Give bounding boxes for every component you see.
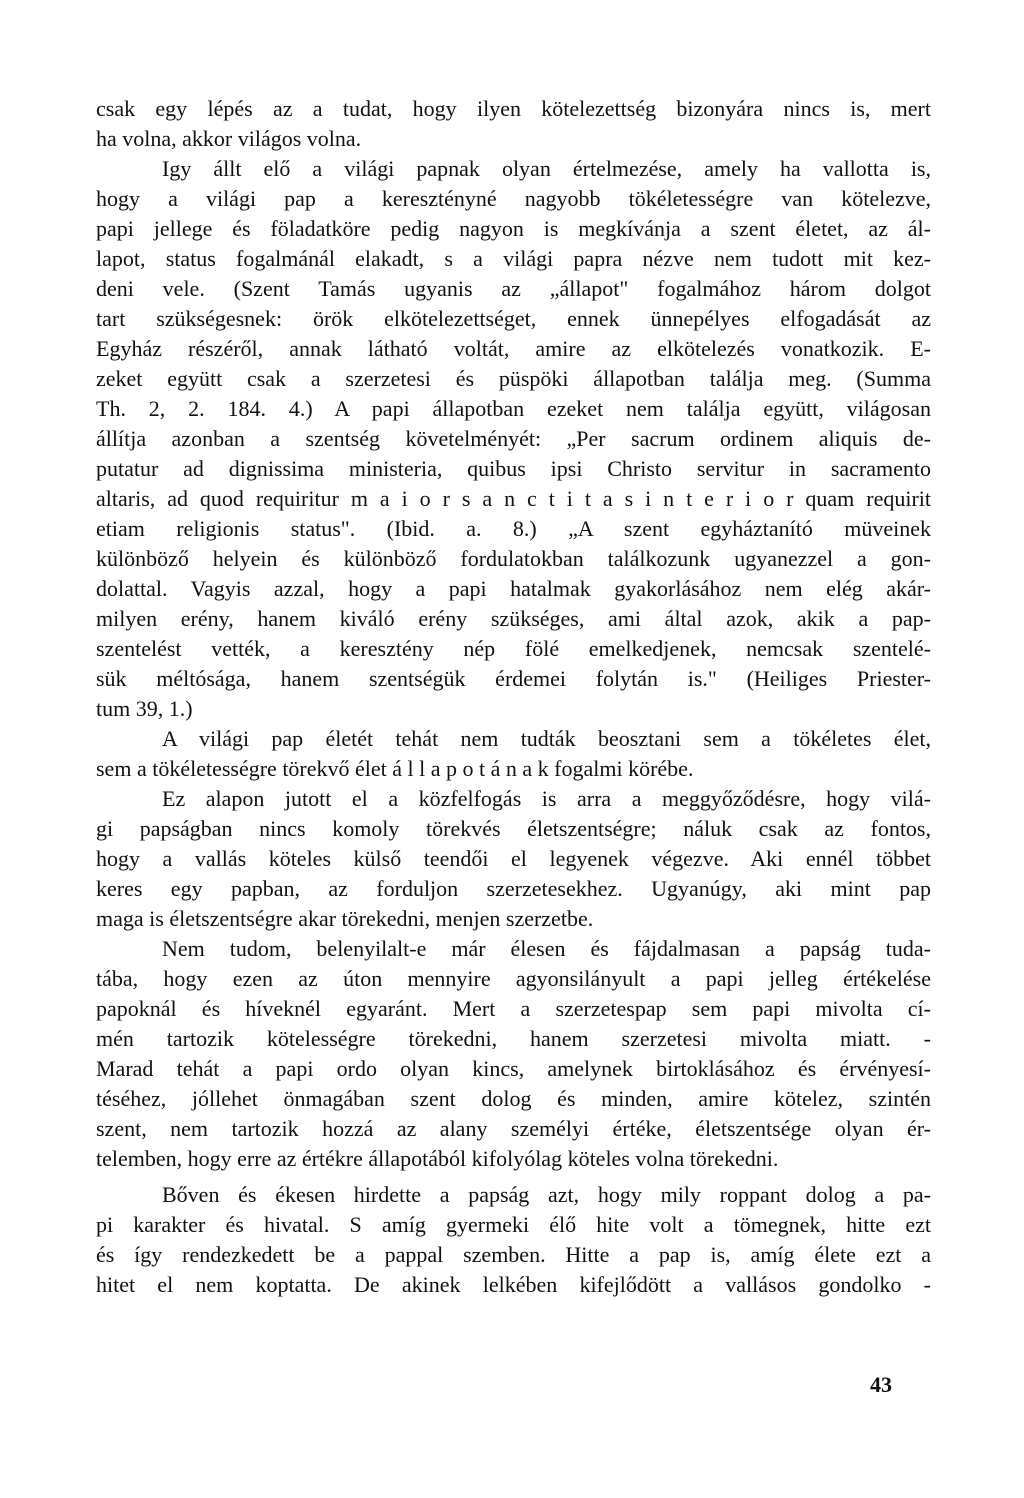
text-line: lapot, status fogalmánál elakadt, s a világi papra nézve nem tudott mit kez-: [96, 246, 931, 271]
text-line: tába, hogy ezen az úton mennyire agyonsilányult a papi jelleg értékelése: [96, 966, 931, 991]
text-line: és így rendezkedett be a pappal szemben. Hitte a pap is, amíg élete ezt a: [96, 1242, 931, 1267]
paragraph: [96, 784, 931, 934]
text-line: putatur ad dignissima ministeria, quibus ipsi Christo servitur in sacramento: [96, 456, 931, 481]
text-line: téséhez, jóllehet önmagában szent dolog és minden, amire kötelez, szintén: [96, 1086, 931, 1111]
text-line: maga is életszentségre akar törekedni, menjen szerzetbe.: [96, 906, 594, 931]
text-line: gi papságban nincs komoly törekvés életszentségre; náluk csak az fontos,: [96, 816, 931, 841]
text-line: Egyház részéről, annak látható voltát, amire az elkötelezés vonatkozik. E-: [96, 336, 931, 361]
text-line: papoknál és híveknél egyaránt. Mert a szerzetespap sem papi mivolta cí-: [96, 996, 931, 1021]
text-line: hogy a világi pap a keresztényné nagyobb tökéletességre van kötelezve,: [96, 186, 931, 211]
text-line: pi karakter és hivatal. S amíg gyermeki élő hite volt a tömegnek, hitte ezt: [96, 1212, 931, 1237]
body-text: [96, 94, 931, 1300]
text-line: különböző helyein és különböző fordulatokban találkozunk ugyanezzel a gon-: [96, 546, 931, 571]
text-line: papi jellege és föladatköre pedig nagyon is megkívánja a szent életet, az ál-: [96, 216, 931, 241]
text-line: Th. 2, 2. 184. 4.) A papi állapotban ezeket nem találja együtt, világosan: [96, 396, 931, 421]
paragraph: [96, 94, 931, 154]
text-line: keres egy papban, az forduljon szerzetesekhez. Ugyanúgy, aki mint pap: [96, 876, 931, 901]
text-line: Igy állt elő a világi papnak olyan értelmezése, amely ha vallotta is,: [162, 156, 931, 181]
text-line: tart szükségesnek: örök elkötelezettséget, ennek ünnepélyes elfogadását az: [96, 306, 931, 331]
text-line: csak egy lépés az a tudat, hogy ilyen kötelezettség bizonyára nincs is, mert: [96, 96, 931, 121]
text-line: tum 39, 1.): [96, 696, 193, 721]
paragraph: [96, 154, 931, 724]
text-line: Ez alapon jutott el a közfelfogás is arra a meggyőződésre, hogy vilá-: [162, 786, 931, 811]
paragraph: [96, 934, 931, 1174]
text-line: Bőven és ékesen hirdette a papság azt, hogy mily roppant dolog a pa-: [162, 1182, 931, 1207]
text-line: hogy a vallás köteles külső teendői el legyenek végezve. Aki ennél többet: [96, 846, 931, 871]
page-number: 43: [870, 1372, 892, 1397]
text-line: ha volna, akkor világos volna.: [96, 126, 362, 151]
text-line: hitet el nem koptatta. De akinek lelkében kifejlődött a vallásos gondolko -: [96, 1272, 931, 1297]
text-line: telemben, hogy erre az értékre állapotából kifolyólag köteles volna törekedni.: [96, 1146, 779, 1171]
text-line: deni vele. (Szent Tamás ugyanis az „állapot" fogalmához három dolgot: [96, 276, 931, 301]
text-line: dolattal. Vagyis azzal, hogy a papi hatalmak gyakorlásához nem elég akár-: [96, 576, 931, 601]
text-line: A világi pap életét tehát nem tudták beosztani sem a tökéletes élet,: [162, 726, 931, 751]
text-line: szentelést vették, a keresztény nép fölé emelkedjenek, nemcsak szentelé-: [96, 636, 931, 661]
text-line: sem a tökéletességre törekvő élet á l l a p o t á n a k fogalmi körébe.: [96, 756, 694, 781]
text-line: mén tartozik kötelességre törekedni, hanem szerzetesi mivolta miatt. -: [96, 1026, 931, 1051]
paragraph: [96, 724, 931, 784]
text-line: etiam religionis status". (Ibid. a. 8.) „A szent egyháztanító müveinek: [96, 516, 931, 541]
paragraph: [96, 1180, 931, 1300]
text-line: zeket együtt csak a szerzetesi és püspöki állapotban találja meg. (Summa: [96, 366, 931, 391]
text-line: sük méltósága, hanem szentségük érdemei folytán is." (Heiliges Priester-: [96, 666, 931, 691]
text-line: állítja azonban a szentség követelményét: „Per sacrum ordinem aliquis de-: [96, 426, 931, 451]
text-line: altaris, ad quod requiritur m a i o r s a n c t i t a s i n t e r i o r quam requirit: [96, 486, 931, 511]
text-line: szent, nem tartozik hozzá az alany személyi értéke, életszentsége olyan ér-: [96, 1116, 931, 1141]
text-line: Marad tehát a papi ordo olyan kincs, amelynek birtoklásához és érvényesí-: [96, 1056, 931, 1081]
text-line: milyen erény, hanem kiváló erény szükséges, ami által azok, akik a pap-: [96, 606, 931, 631]
text-line: Nem tudom, belenyilalt-e már élesen és fájdalmasan a papság tuda-: [162, 936, 931, 961]
